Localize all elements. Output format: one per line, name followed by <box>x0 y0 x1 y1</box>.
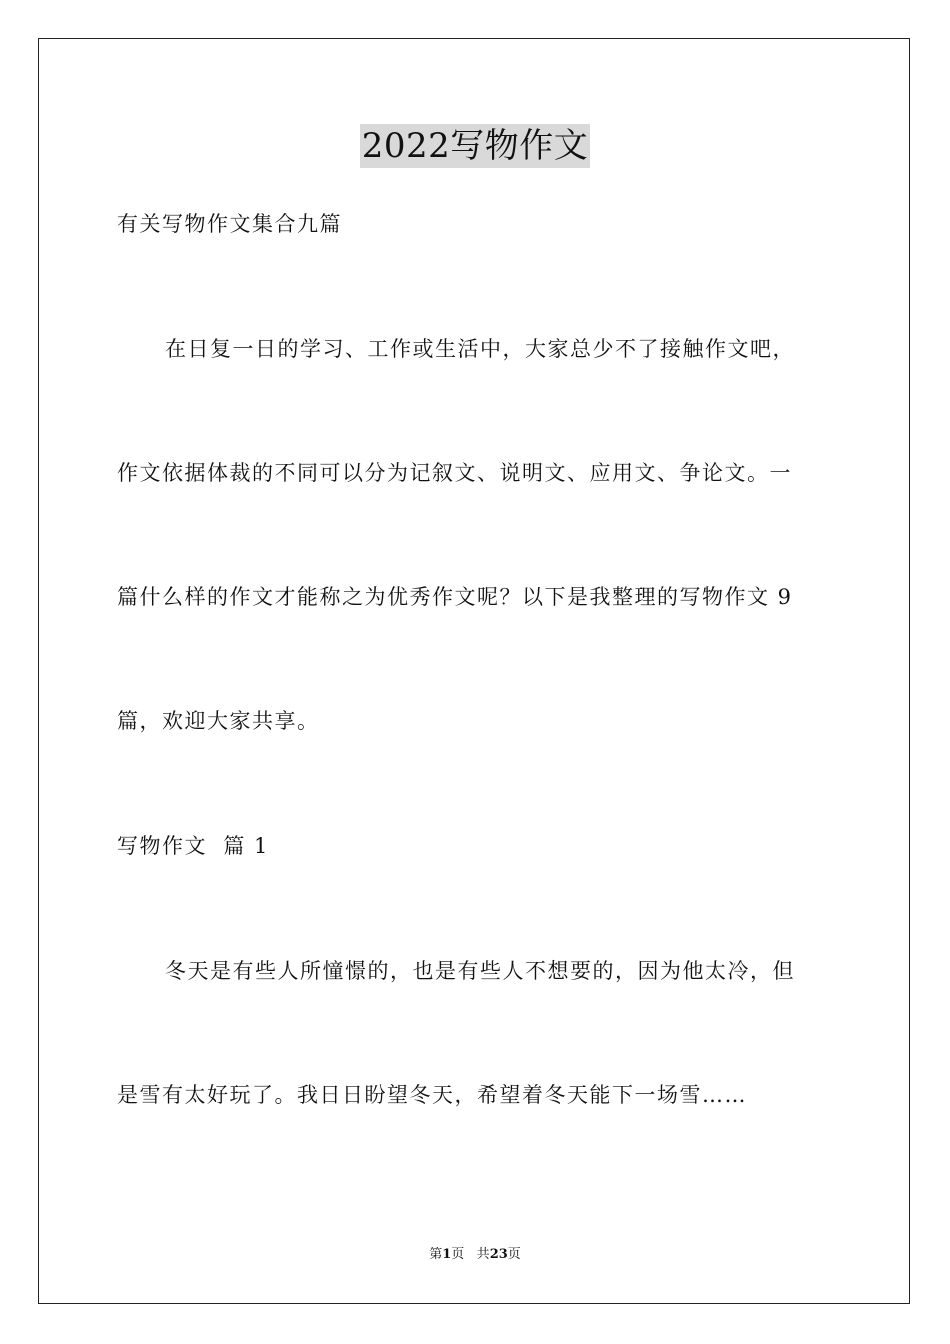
footer-total-prefix: 共 <box>476 1247 490 1262</box>
footer-page-suffix: 页 <box>451 1247 465 1262</box>
document-subtitle: 有关写物作文集合九篇 <box>117 212 342 236</box>
document-title: 2022写物作文 <box>361 126 589 166</box>
essay-line: 冬天是有些人所憧憬的，也是有些人不想要的，因为他太冷，但 <box>165 959 795 983</box>
section-heading: 写物作文 篇 1 <box>117 834 269 858</box>
page-footer <box>0 1246 950 1264</box>
intro-line: 篇什么样的作文才能称之为优秀作文呢？以下是我整理的写物作文 9 <box>117 585 793 609</box>
footer-page-number: 1 <box>442 1247 452 1262</box>
footer-total-suffix: 页 <box>507 1247 521 1262</box>
intro-line: 作文依据体裁的不同可以分为记叙文、说明文、应用文、争论文。一 <box>117 461 792 485</box>
intro-line: 在日复一日的学习、工作或生活中，大家总少不了接触作文吧， <box>165 337 795 361</box>
footer-page-prefix: 第 <box>429 1247 443 1262</box>
title-container <box>0 124 950 168</box>
essay-line: 是雪有太好玩了。我日日盼望冬天，希望着冬天能下一场雪…… <box>117 1083 747 1107</box>
intro-line: 篇，欢迎大家共享。 <box>117 709 320 733</box>
footer-total-pages: 23 <box>489 1247 508 1262</box>
